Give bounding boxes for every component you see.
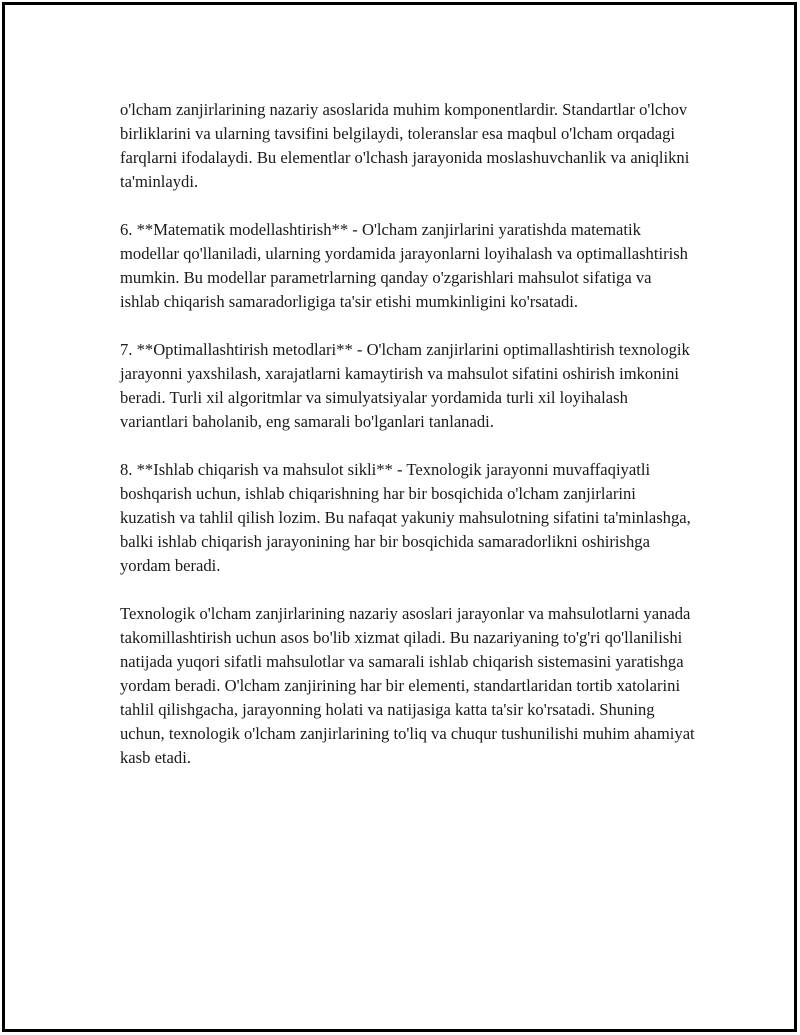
paragraph-item-6: 6. **Matematik modellashtirish** - O'lcham zanjirlarini yaratishda matematik modellar qo'llaniladi, ularning yordamida jarayonlarni loyihalash va optimallashtirish mumkin. Bu modellar parametrlarning qanday o'zgarishlari mahsulot sifatiga va ishlab chiqarish samaradorligiga ta'sir etishi mumkinligini ko'rsatadi.	[120, 220, 688, 311]
paragraph-conclusion: Texnologik o'lcham zanjirlarining nazariy asoslari jarayonlar va mahsulotlarni yanada takomillashtirish uchun asos bo'lib xizmat qiladi. Bu nazariyaning to'g'ri qo'llanilishi natijada yuqori sifatli mahsulotlar va samarali ishlab chiqarish sistemasini yaratishga yordam beradi. O'lcham zanjirining har bir elementi, standartlaridan tortib xatolarini tahlil qilishgacha, jarayonning holati va natijasiga katta ta'sir ko'rsatadi. Shuning uchun, texnologik o'lcham zanjirlarining to'liq va chuqur tushunilishi muhim ahamiyat kasb etadi.	[120, 604, 695, 767]
document-page	[2, 2, 797, 1032]
paragraph-item-8: 8. **Ishlab chiqarish va mahsulot sikli** - Texnologik jarayonni muvaffaqiyatli boshqarish uchun, ishlab chiqarishning har bir bosqichida o'lcham zanjirlarini kuzatish va tahlil qilish lozim. Bu nafaqat yakuniy mahsulotning sifatini ta'minlashga, balki ishlab chiqarish jarayonining har bir bosqichida samaradorlikni oshirishga yordam beradi.	[120, 460, 691, 575]
paragraph-intro-continuation: o'lcham zanjirlarining nazariy asoslarida muhim komponentlardir. Standartlar o'lchov birliklarini va ularning tavsifini belgilaydi, toleranslar esa maqbul o'lcham orqadagi farqlarni ifodalaydi. Bu elementlar o'lchash jarayonida moslashuvchanlik va aniqlikni ta'minlaydi.	[120, 100, 690, 191]
paragraph-item-7: 7. **Optimallashtirish metodlari** - O'lcham zanjirlarini optimallashtirish texnologik jarayonni yaxshilash, xarajatlarni kamaytirish va mahsulot sifatini oshirish imkonini beradi. Turli xil algoritmlar va simulyatsiyalar yordamida turli xil loyihalash variantlari baholanib, eng samarali bo'lganlari tanlanadi.	[120, 340, 690, 431]
document-body	[120, 98, 695, 794]
